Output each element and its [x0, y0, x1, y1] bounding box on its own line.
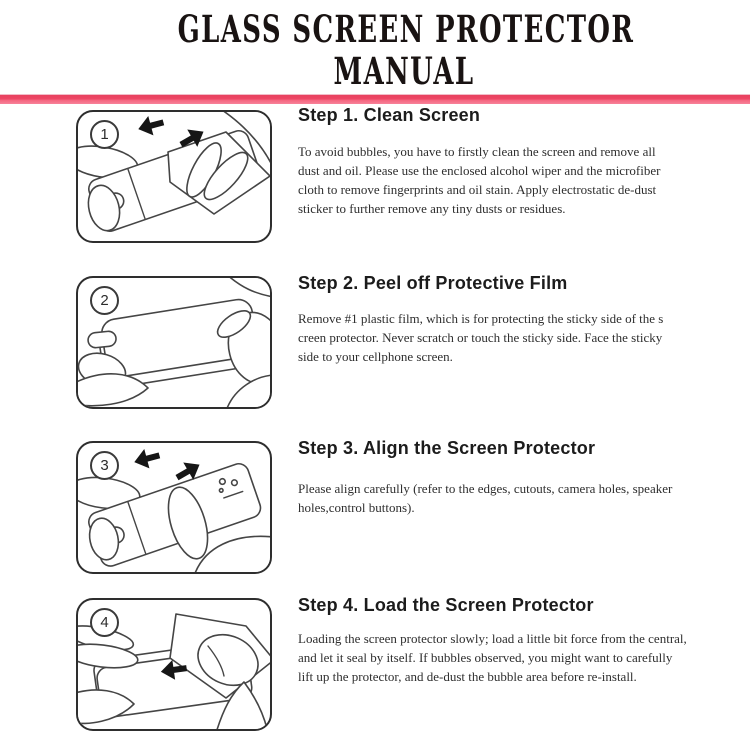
step2-heading: Step 2. Peel off Protective Film [298, 273, 568, 293]
step2-number-badge [90, 286, 119, 315]
camera-hole-1 [219, 478, 226, 485]
step4-body: Loading the screen protector slowly; load a little bit force from the central, and let it seal by itself. If bubbles observed, you might want to carefully lift up the protector, and de-dust the bubble area before re-install. [298, 631, 687, 684]
page-title [0, 8, 750, 92]
step3-body: Please align carefully (refer to the edges, cutouts, camera holes, speaker holes,control buttons). [298, 481, 673, 515]
step3-text [298, 437, 750, 517]
page-header [0, 8, 750, 92]
step1-text [298, 104, 750, 218]
step4-heading: Step 4. Load the Screen Protector [298, 595, 594, 615]
camera-hole-2 [231, 479, 238, 486]
step1-illustration-box [76, 110, 272, 243]
step4-illustration-box [76, 598, 272, 731]
right-wrist [224, 276, 272, 297]
step4-number-badge [90, 608, 119, 637]
step4-number: 4 [100, 614, 109, 631]
step1-number: 1 [100, 126, 109, 143]
step2-text [298, 272, 750, 366]
step2-number: 2 [100, 292, 109, 309]
arrow-left-icon [136, 113, 166, 139]
accent-divider [0, 94, 750, 104]
page-title-line1: GLASS SCREEN PROTECTOR [177, 7, 635, 51]
step2-body: Remove #1 plastic film, which is for protecting the sticky side of the s creen protector. Never scratch or touch the sticky side. Face the sticky side to your cellphone screen. [298, 311, 664, 364]
step2-illustration-box [76, 276, 272, 409]
sensor-hole [219, 488, 224, 493]
step3-heading: Step 3. Align the Screen Protector [298, 438, 596, 458]
step3-illustration-box [76, 441, 272, 574]
film-pull-tab [87, 331, 116, 349]
step1-number-badge [90, 120, 119, 149]
arrow-left-icon [132, 446, 162, 472]
step1-heading: Step 1. Clean Screen [298, 105, 481, 125]
step1-body: To avoid bubbles, you have to firstly clean the screen and remove all dust and oil. Please use the enclosed alcohol wiper and the microfiber cloth to remove fingerprints and oil stain. Apply electrostatic de-dust sticker to further remove any tiny dusts or residues. [298, 144, 661, 216]
step4-text [298, 594, 750, 686]
step3-number: 3 [100, 457, 109, 474]
page-title-line2: MANUAL [333, 49, 475, 93]
step3-number-badge [90, 451, 119, 480]
